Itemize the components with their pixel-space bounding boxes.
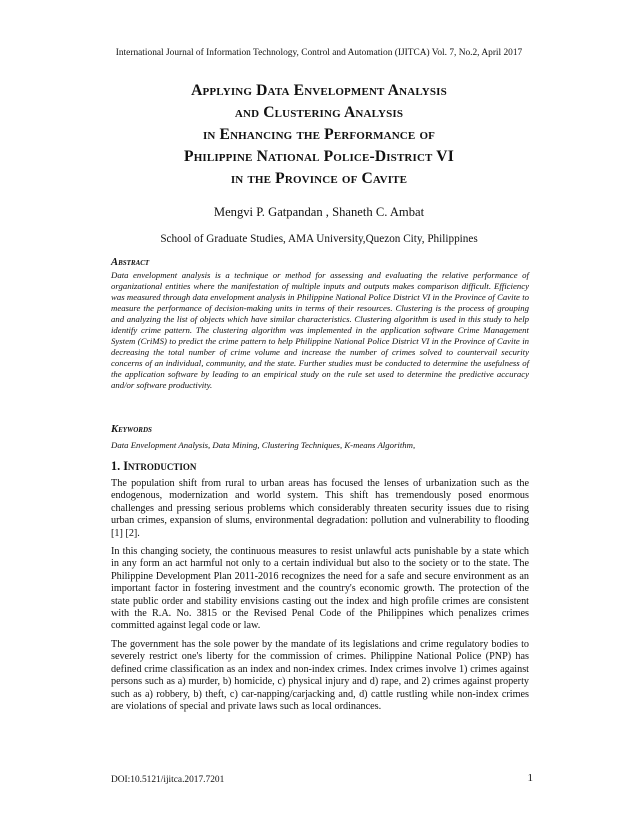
affiliation: School of Graduate Studies, AMA University,Quezon City, Philippines bbox=[160, 233, 478, 245]
body-paragraph: The government has the sole power by the mandate of its legislations and crime regulatory bodies to severely restrict one's liberty for the commission of crimes. Philippine National Police (PNP) has defined crime classification as an index and non-index crimes. Index crimes involve 1) crimes against persons such as a) murder, b) homicide, c) physical injury and d) rape, and 2) crimes against property such as a) robbery, b) theft, c) car-napping/carjacking and, d) cattle rustling while non-index crimes are violations of special and private laws such as local ordinances. bbox=[111, 639, 529, 713]
body-paragraph: In this changing society, the continuous measures to resist unlawful acts punishable by a state which in any form an act harmful not only to a certain individual but also to the society or to the state. The Philippine Development Plan 2011-2016 recognizes the need for a safe and secure environment as an important factor in fostering investment and the country's economic growth. The protection of the state public order and stability envisions casting out the index and high profile crimes are consistent with the R.A. No. 3815 or the Revised Penal Code of the Philippines which penalizes crimes committed against legal code or law. bbox=[111, 546, 529, 632]
abstract-text: Data envelopment analysis is a technique or method for assessing and evaluating the relative performance of organizational entities where the manifestation of multiple inputs and outputs makes comparison difficult. Efficiency was measured through data envelopment analysis in Philippine National Police District VI in the Province of Cavite to measure the performance of decision-making units in terms of their resources. Clustering is the process of grouping and analyzing the list of objects which have similar characteristics. Clustering algorithm is used in this study to help identify crime pattern. The clustering algorithm was implemented in the application software Crime Management System (CriMS) to predict the crime pattern to help Philippine National Police District VI in the Province of Cavite in decreasing the total number of crime volume and increase the number of crimes solved to countervail security concerns of an individual, community, and the state. Further studies must be conducted to determine the usefulness of the application software by leading to an empirical study on the rule set used to determine the predictive accuracy and/or software productivity. bbox=[111, 270, 529, 390]
title-line: in Enhancing the Performance of bbox=[202, 126, 436, 143]
keywords-text: Data Envelopment Analysis, Data Mining, Clustering Techniques, K-means Algorithm, bbox=[111, 440, 416, 450]
author-list: Mengvi P. Gatpandan , Shaneth C. Ambat bbox=[213, 205, 425, 219]
doi-footer: DOI:10.5121/ijitca.2017.7201 bbox=[111, 775, 225, 785]
title-line: in the Province of Cavite bbox=[230, 170, 408, 187]
running-header: International Journal of Information Technology, Control and Automation (IJITCA) Vol. 7, No.2, April 2017 bbox=[115, 48, 523, 58]
introduction-heading: 1. Introduction bbox=[111, 459, 197, 473]
paper-title bbox=[0, 80, 638, 190]
keywords-heading: Keywords bbox=[111, 424, 152, 435]
title-line: Philippine National Police-District VI bbox=[184, 148, 454, 165]
title-line: and Clustering Analysis bbox=[234, 104, 404, 121]
page-number: 1 bbox=[527, 772, 533, 784]
body-paragraph: The population shift from rural to urban areas has focused the lenses of urbanization such as the endogenous, modernization and world system. This shift has tremendously posed enormous challenges and pressing serious problems which considerably threaten security issues due to rising urban crimes, expansion of slums, environmental degradation: pollution and vulnerability to flooding [1] [2]. bbox=[111, 478, 529, 539]
title-line: Applying Data Envelopment Analysis bbox=[191, 82, 447, 99]
abstract-heading: Abstract bbox=[111, 257, 150, 268]
